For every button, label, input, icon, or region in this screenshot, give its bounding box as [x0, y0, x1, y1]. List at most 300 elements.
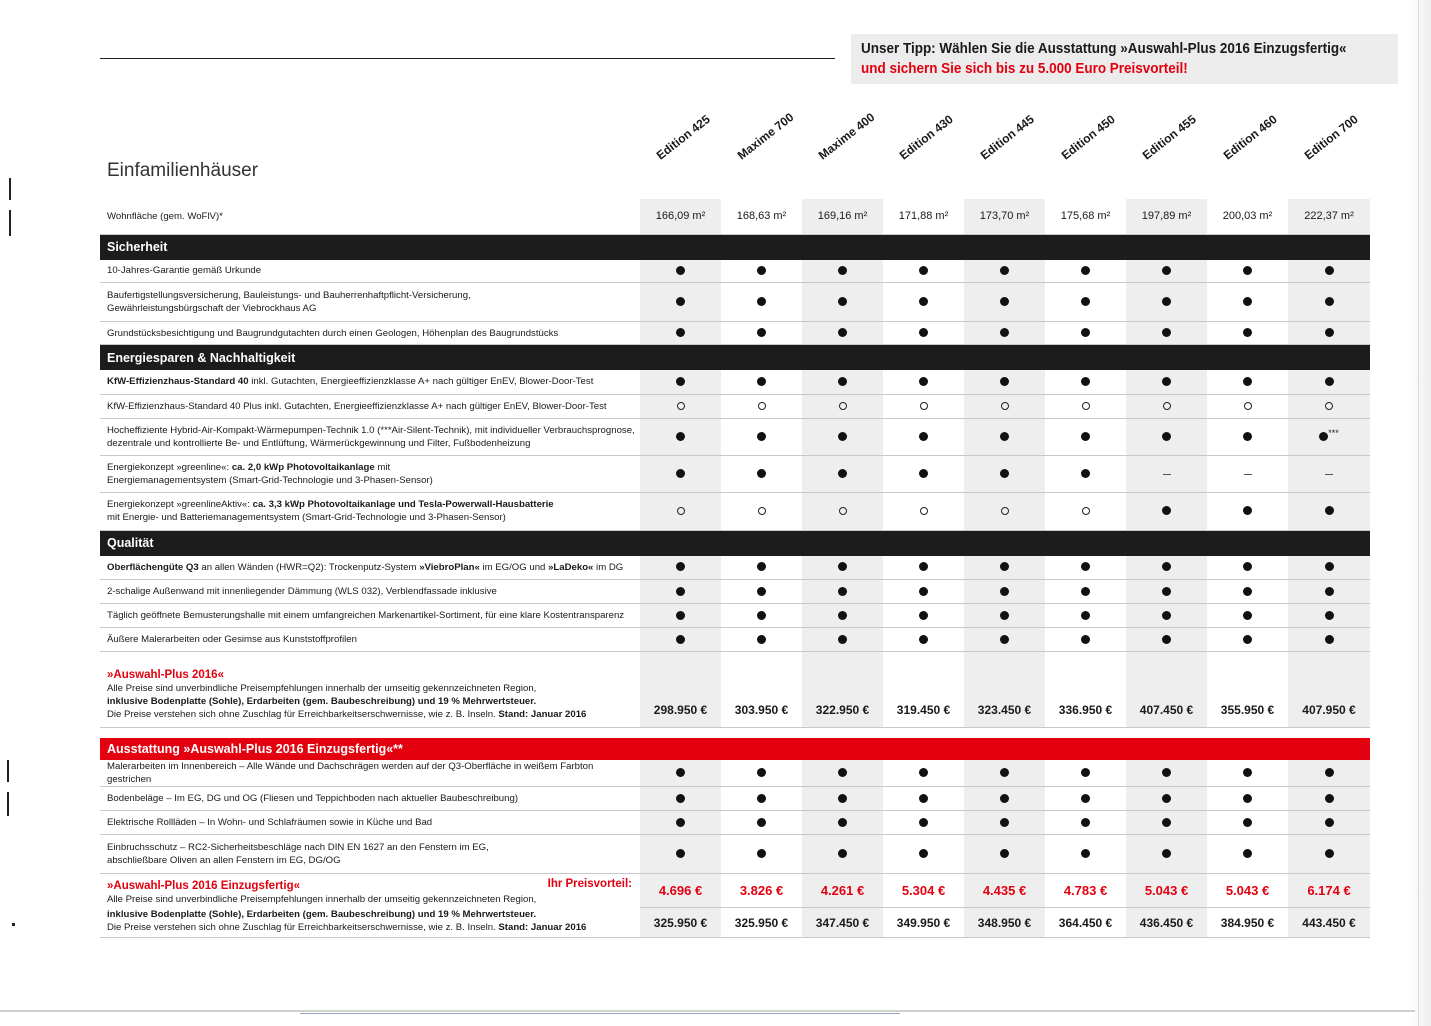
row-label-bold: »ViebroPlan« — [419, 561, 480, 573]
included-dot-icon — [1243, 506, 1252, 515]
row-label-bold: ca. 3,3 kWp Photovoltaikanlage und Tesla-Powerwall-Hausbatterie — [252, 499, 554, 510]
value-cell — [1045, 370, 1126, 394]
value-cell — [1207, 787, 1288, 811]
model-headers — [640, 109, 1370, 180]
optional-ring-icon — [839, 507, 847, 515]
price-value: 303.950 € — [721, 652, 802, 728]
included-dot-icon — [919, 297, 928, 306]
value-cell — [964, 604, 1045, 628]
optional-ring-icon — [758, 402, 766, 410]
row-label-rest: inkl. Gutachten, Energieeffizienzklasse A+ nach gültiger EnEV, Blower-Door-Test — [248, 376, 594, 388]
row-label-bold: »LaDeko« — [548, 561, 594, 573]
included-dot-icon — [919, 266, 928, 275]
value-cell — [883, 811, 964, 835]
value-cell — [1207, 394, 1288, 418]
optional-ring-icon — [677, 507, 685, 515]
value-cell — [883, 418, 964, 455]
included-dot-icon — [919, 587, 928, 596]
comparison-table — [100, 199, 1370, 938]
row-label-part: im EG/OG und — [479, 561, 549, 573]
included-dot-icon — [1243, 297, 1252, 306]
row-label: Bodenbeläge – Im EG, DG und OG (Fliesen und Teppichboden nach aktueller Baubeschreibung) — [100, 787, 640, 811]
value-cell — [1045, 835, 1126, 874]
included-dot-icon — [1162, 328, 1171, 337]
included-dot-icon — [1162, 794, 1171, 803]
value-cell — [964, 283, 1045, 322]
included-dot-icon — [1325, 818, 1334, 827]
included-dot-icon — [1243, 818, 1252, 827]
value-cell — [1045, 492, 1126, 530]
value-cell — [802, 604, 883, 628]
value-cell — [721, 492, 802, 530]
value-cell — [1207, 580, 1288, 604]
model-header-label: Edition 700 — [1301, 112, 1361, 163]
preisvorteil-value: 4.261 € — [802, 874, 883, 908]
value-cell — [883, 394, 964, 418]
included-dot-icon — [676, 794, 685, 803]
section-sicherheit — [100, 234, 1370, 260]
included-dot-icon — [676, 469, 685, 478]
model-header-label: Maxime 400 — [815, 109, 878, 163]
value-cell — [1288, 580, 1370, 604]
value-cell — [883, 604, 964, 628]
included-dot-icon — [676, 297, 685, 306]
row-maler-aussen — [100, 628, 1370, 652]
value-cell — [1207, 370, 1288, 394]
price-value: 443.450 € — [1288, 908, 1370, 938]
optional-ring-icon — [1244, 402, 1252, 410]
included-dot-icon — [676, 818, 685, 827]
included-dot-icon — [676, 768, 685, 777]
row-label: Grundstücksbesichtigung und Baugrundgutachten durch einen Geologen, Höhenplan des Baugrundstücks — [100, 322, 640, 345]
value-cell — [1126, 418, 1207, 455]
included-dot-icon — [838, 635, 847, 644]
included-dot-icon — [838, 377, 847, 386]
value-cell — [883, 556, 964, 580]
row-label — [100, 455, 640, 492]
included-dot-icon — [1081, 297, 1090, 306]
value-cell — [1126, 787, 1207, 811]
value-cell — [964, 760, 1045, 787]
preisvorteil-value: 4.783 € — [1045, 874, 1126, 908]
value-cell — [883, 835, 964, 874]
row-label-bold: Oberflächengüte Q3 — [107, 561, 199, 573]
included-dot-icon — [838, 562, 847, 571]
row-wohnflaeche — [100, 199, 1370, 234]
row-label-pre: Energiekonzept »greenlineAktiv«: — [107, 499, 253, 510]
value-cell — [1126, 556, 1207, 580]
optional-ring-icon — [758, 507, 766, 515]
included-dot-icon — [1243, 794, 1252, 803]
value-cell — [721, 556, 802, 580]
value-cell — [1288, 455, 1370, 492]
row-kfw40 — [100, 370, 1370, 394]
value-cell — [1045, 556, 1126, 580]
included-dot-icon — [919, 794, 928, 803]
value-cell — [1126, 580, 1207, 604]
included-dot-icon — [1000, 297, 1009, 306]
included-dot-icon — [1000, 587, 1009, 596]
price-value: 348.950 € — [964, 908, 1045, 938]
value-cell — [1207, 283, 1288, 322]
included-dot-icon — [676, 266, 685, 275]
price-value: 384.950 € — [1207, 908, 1288, 938]
included-dot-icon — [838, 469, 847, 478]
included-dot-icon — [838, 794, 847, 803]
value-cell — [964, 322, 1045, 345]
row-oberflaeche — [100, 556, 1370, 580]
wohnflaeche-value: 166,09 m² — [640, 199, 721, 234]
row-label — [100, 370, 640, 394]
section-energie — [100, 345, 1370, 371]
included-dot-icon — [838, 432, 847, 441]
wohnflaeche-label: Wohnfläche (gem. WoFlV)* — [100, 199, 640, 234]
included-dot-icon — [676, 587, 685, 596]
value-cell — [1207, 260, 1288, 283]
value-cell — [1045, 260, 1126, 283]
scan-mark — [12, 923, 15, 926]
preisvorteil-value: 6.174 € — [1288, 874, 1370, 908]
value-cell — [1207, 418, 1288, 455]
model-header-label: Edition 425 — [653, 112, 713, 163]
row-label: 10-Jahres-Garantie gemäß Urkunde — [100, 260, 640, 283]
value-cell — [721, 835, 802, 874]
value-cell — [964, 835, 1045, 874]
included-dot-icon — [1243, 849, 1252, 858]
row-label: Äußere Malerarbeiten oder Gesimse aus Kunststoffprofilen — [100, 628, 640, 652]
included-dot-icon — [919, 328, 928, 337]
page-bottom-edge-tint — [300, 1013, 900, 1014]
row-label-line-2: mit Energie- und Batteriemanagementsystem (Smart-Grid-Technologie und 3-Phasen-Sensor) — [107, 512, 506, 523]
value-cell — [640, 760, 721, 787]
value-cell — [721, 580, 802, 604]
price-value: 323.450 € — [964, 652, 1045, 728]
included-dot-icon — [757, 635, 766, 644]
value-cell — [883, 580, 964, 604]
value-cell — [802, 835, 883, 874]
wohnflaeche-value: 169,16 m² — [802, 199, 883, 234]
included-dot-icon — [1325, 328, 1334, 337]
included-dot-icon — [1000, 635, 1009, 644]
included-dot-icon — [757, 266, 766, 275]
model-header-label: Edition 460 — [1220, 112, 1280, 163]
included-dot-icon — [1081, 818, 1090, 827]
included-dot-icon — [1081, 635, 1090, 644]
included-dot-icon — [1081, 432, 1090, 441]
einzug-block-top — [100, 874, 640, 908]
section-title: Ausstattung »Auswahl-Plus 2016 Einzugsfertig«** — [100, 738, 1370, 760]
row-label-line-1: Hocheffiziente Hybrid-Air-Kompakt-Wärmepumpen-Technik 1.0 (***Air-Silent-Technik), mit individueller Verbrauchsprognose, — [107, 424, 635, 436]
price-value: 325.950 € — [721, 908, 802, 938]
row-price-einzugsfertig — [100, 908, 1370, 938]
preisvorteil-value: 5.304 € — [883, 874, 964, 908]
scan-mark — [9, 178, 11, 200]
included-dot-icon — [919, 768, 928, 777]
included-dot-icon — [838, 266, 847, 275]
included-dot-icon — [757, 562, 766, 571]
model-header — [1207, 112, 1288, 180]
value-cell — [1207, 811, 1288, 835]
preisvorteil-value: 4.696 € — [640, 874, 721, 908]
value-cell — [640, 283, 721, 322]
model-header — [883, 112, 964, 180]
row-label-line-1: Baufertigstellungsversicherung, Bauleistungs- und Bauherrenhaftpflicht-Versicherung, — [107, 290, 471, 301]
included-dot-icon — [1325, 611, 1334, 620]
einzug-block-line-2: inklusive Bodenplatte (Sohle), Erdarbeiten (gem. Baubeschreibung) und 19 % Mehrwertsteuer. — [107, 908, 537, 920]
row-label-bold: ca. 2,0 kWp Photovoltaikanlage — [231, 461, 375, 473]
value-cell — [1126, 455, 1207, 492]
included-dot-icon — [757, 768, 766, 777]
row-einbruchschutz — [100, 835, 1370, 874]
included-dot-icon — [1162, 266, 1171, 275]
value-cell — [721, 370, 802, 394]
included-dot-icon — [1081, 768, 1090, 777]
value-cell — [640, 604, 721, 628]
price-value: 322.950 € — [802, 652, 883, 728]
included-dot-icon — [838, 818, 847, 827]
row-label: Elektrische Rollläden – In Wohn- und Schlafräumen sowie in Küche und Bad — [100, 811, 640, 835]
included-dot-icon — [1000, 849, 1009, 858]
preisvorteil-value: 4.435 € — [964, 874, 1045, 908]
einzug-block-stand: Stand: Januar 2016 — [498, 921, 587, 933]
value-cell — [1288, 604, 1370, 628]
value-cell — [883, 283, 964, 322]
row-label: 2-schalige Außenwand mit innenliegender Dämmung (WLS 032), Verblendfassade inklusive — [100, 580, 640, 604]
included-dot-icon — [1325, 562, 1334, 571]
value-cell — [802, 811, 883, 835]
value-cell — [1207, 835, 1288, 874]
not-available-dash-icon — [1325, 474, 1333, 475]
row-aussenwand — [100, 580, 1370, 604]
optional-ring-icon — [677, 402, 685, 410]
wohnflaeche-value: 197,89 m² — [1126, 199, 1207, 234]
value-cell — [883, 455, 964, 492]
value-cell — [1126, 370, 1207, 394]
included-dot-icon — [1081, 266, 1090, 275]
page-title: Einfamilienhäuser — [107, 160, 259, 181]
value-cell — [1126, 628, 1207, 652]
row-label — [100, 418, 640, 455]
top-rule — [100, 58, 835, 59]
page-edge — [1409, 0, 1431, 1026]
price-block-line-1: Alle Preise sind unverbindliche Preisempfehlungen innerhalb der umseitig gekennzeichneten Region, — [107, 683, 537, 694]
included-dot-icon — [1081, 849, 1090, 858]
value-cell — [802, 760, 883, 787]
value-cell — [640, 394, 721, 418]
included-dot-icon — [1162, 611, 1171, 620]
value-cell — [1045, 455, 1126, 492]
value-cell — [640, 811, 721, 835]
value-cell — [721, 418, 802, 455]
section-title: Sicherheit — [100, 234, 1370, 260]
optional-ring-icon — [1082, 402, 1090, 410]
included-dot-icon — [1243, 432, 1252, 441]
included-dot-icon — [757, 432, 766, 441]
optional-ring-icon — [1082, 507, 1090, 515]
included-dot-icon — [1243, 611, 1252, 620]
value-cell — [1207, 322, 1288, 345]
included-dot-icon — [1162, 432, 1171, 441]
row-innenmaler — [100, 760, 1370, 787]
included-dot-icon — [1325, 635, 1334, 644]
included-dot-icon — [1162, 377, 1171, 386]
included-dot-icon — [676, 328, 685, 337]
value-cell — [721, 604, 802, 628]
included-dot-icon — [919, 635, 928, 644]
included-dot-icon — [1081, 377, 1090, 386]
included-dot-icon — [838, 328, 847, 337]
included-dot-icon — [1000, 611, 1009, 620]
wohnflaeche-value: 168,63 m² — [721, 199, 802, 234]
preisvorteil-value: 5.043 € — [1126, 874, 1207, 908]
scan-mark — [7, 792, 9, 816]
included-dot-icon — [1162, 768, 1171, 777]
row-label — [100, 283, 640, 322]
not-available-dash-icon — [1163, 474, 1171, 475]
price-value: 319.450 € — [883, 652, 964, 728]
value-cell — [964, 418, 1045, 455]
value-cell — [721, 260, 802, 283]
value-cell — [802, 580, 883, 604]
included-dot-icon — [676, 635, 685, 644]
included-dot-icon — [676, 562, 685, 571]
value-cell — [1045, 283, 1126, 322]
einzug-block-bottom — [100, 908, 640, 938]
value-cell — [640, 556, 721, 580]
row-label-part: an allen Wänden (HWR=Q2): Trockenputz-System — [198, 561, 420, 573]
section-title: Energiesparen & Nachhaltigkeit — [100, 345, 1370, 371]
included-dot-icon — [1325, 794, 1334, 803]
included-dot-icon — [1325, 266, 1334, 275]
price-value: 364.450 € — [1045, 908, 1126, 938]
included-dot-icon — [919, 469, 928, 478]
value-cell — [1288, 283, 1370, 322]
value-cell — [640, 322, 721, 345]
value-cell — [964, 370, 1045, 394]
included-dot-icon — [919, 611, 928, 620]
included-dot-icon — [1081, 587, 1090, 596]
included-dot-icon — [1325, 506, 1334, 515]
included-dot-icon — [1081, 469, 1090, 478]
value-cell — [721, 322, 802, 345]
scan-mark — [7, 760, 9, 782]
model-header-label: Edition 455 — [1139, 112, 1199, 163]
value-cell — [721, 455, 802, 492]
price-block-stand: Stand: Januar 2016 — [498, 709, 587, 720]
wohnflaeche-value: 222,37 m² — [1288, 199, 1370, 234]
value-cell — [1045, 760, 1126, 787]
included-dot-icon — [757, 297, 766, 306]
included-dot-icon — [1000, 432, 1009, 441]
included-dot-icon — [1243, 377, 1252, 386]
preisvorteil-value: 3.826 € — [721, 874, 802, 908]
value-cell — [883, 492, 964, 530]
value-cell — [964, 394, 1045, 418]
value-cell — [1207, 455, 1288, 492]
row-label-bold: KfW-Effizienzhaus-Standard 40 — [107, 376, 249, 388]
tip-box — [851, 34, 1398, 84]
model-header — [721, 109, 802, 180]
row-label-line-1: Einbruchsschutz – RC2-Sicherheitsbeschläge nach DIN EN 1627 an den Fenstern im EG, — [107, 842, 489, 853]
model-header — [1288, 112, 1369, 180]
value-cell — [1288, 260, 1370, 283]
row-price-auswahl-plus — [100, 652, 1370, 728]
included-dot-icon — [919, 377, 928, 386]
price-value: 298.950 € — [640, 652, 721, 728]
row-bodenbelaege — [100, 787, 1370, 811]
value-cell — [964, 811, 1045, 835]
optional-ring-icon — [1001, 402, 1009, 410]
wohnflaeche-value: 171,88 m² — [883, 199, 964, 234]
value-cell — [1045, 787, 1126, 811]
optional-ring-icon — [839, 402, 847, 410]
row-bemusterung — [100, 604, 1370, 628]
included-dot-icon — [757, 849, 766, 858]
row-label-line-2: abschließbare Oliven an allen Fenstern im EG, DG/OG — [107, 855, 341, 866]
model-header-label: Maxime 700 — [734, 109, 797, 163]
value-cell — [964, 455, 1045, 492]
included-dot-icon — [1243, 768, 1252, 777]
row-label: KfW-Effizienzhaus-Standard 40 Plus inkl. Gutachten, Energieeffizienzklasse A+ nach gültiger EnEV, Blower-Door-Test — [100, 394, 640, 418]
value-cell — [802, 370, 883, 394]
included-dot-icon — [757, 469, 766, 478]
value-cell — [1288, 322, 1370, 345]
value-cell — [1126, 394, 1207, 418]
included-dot-icon — [919, 818, 928, 827]
model-header-label: Edition 450 — [1058, 112, 1118, 163]
row-label-line-2: Energiemanagementsystem (Smart-Grid-Technologie und 3-Phasen-Sensor) — [107, 474, 433, 486]
row-label-line-2: dezentrale und kontrollierte Be- und Entlüftung, Wärmerückgewinnung und Filter, Fußbodenheizung — [107, 437, 531, 449]
model-header — [964, 112, 1045, 180]
value-cell — [1288, 556, 1370, 580]
value-cell — [1045, 811, 1126, 835]
included-dot-icon — [838, 611, 847, 620]
value-cell — [802, 787, 883, 811]
footnote-marker: *** — [1328, 427, 1339, 438]
row-greenline-aktiv — [100, 492, 1370, 530]
included-dot-icon — [1325, 297, 1334, 306]
price-block-heading: »Auswahl-Plus 2016« — [107, 669, 224, 681]
value-cell — [964, 787, 1045, 811]
spacer-row — [100, 728, 1370, 739]
price-block-line-2: inklusive Bodenplatte (Sohle), Erdarbeiten (gem. Baubeschreibung) und 19 % Mehrwertsteuer. — [107, 696, 537, 707]
included-dot-icon — [1325, 377, 1334, 386]
value-cell — [1126, 322, 1207, 345]
value-cell — [640, 370, 721, 394]
included-dot-icon — [1243, 635, 1252, 644]
value-cell — [1126, 811, 1207, 835]
value-cell — [721, 394, 802, 418]
row-label-pre: Energiekonzept »greenline«: — [107, 461, 232, 473]
value-cell — [802, 455, 883, 492]
included-dot-icon — [1162, 587, 1171, 596]
value-cell — [640, 260, 721, 283]
row-greenline — [100, 455, 1370, 492]
included-dot-icon — [1000, 768, 1009, 777]
value-cell — [1207, 760, 1288, 787]
value-cell — [640, 787, 721, 811]
included-dot-icon — [1162, 297, 1171, 306]
value-cell — [964, 492, 1045, 530]
included-dot-icon — [1162, 818, 1171, 827]
page-edge-line — [1418, 0, 1419, 1026]
included-dot-icon — [1081, 794, 1090, 803]
optional-ring-icon — [1325, 402, 1333, 410]
row-kfw40plus — [100, 394, 1370, 418]
row-rolllaeden — [100, 811, 1370, 835]
section-title: Qualität — [100, 530, 1370, 556]
optional-ring-icon — [1001, 507, 1009, 515]
